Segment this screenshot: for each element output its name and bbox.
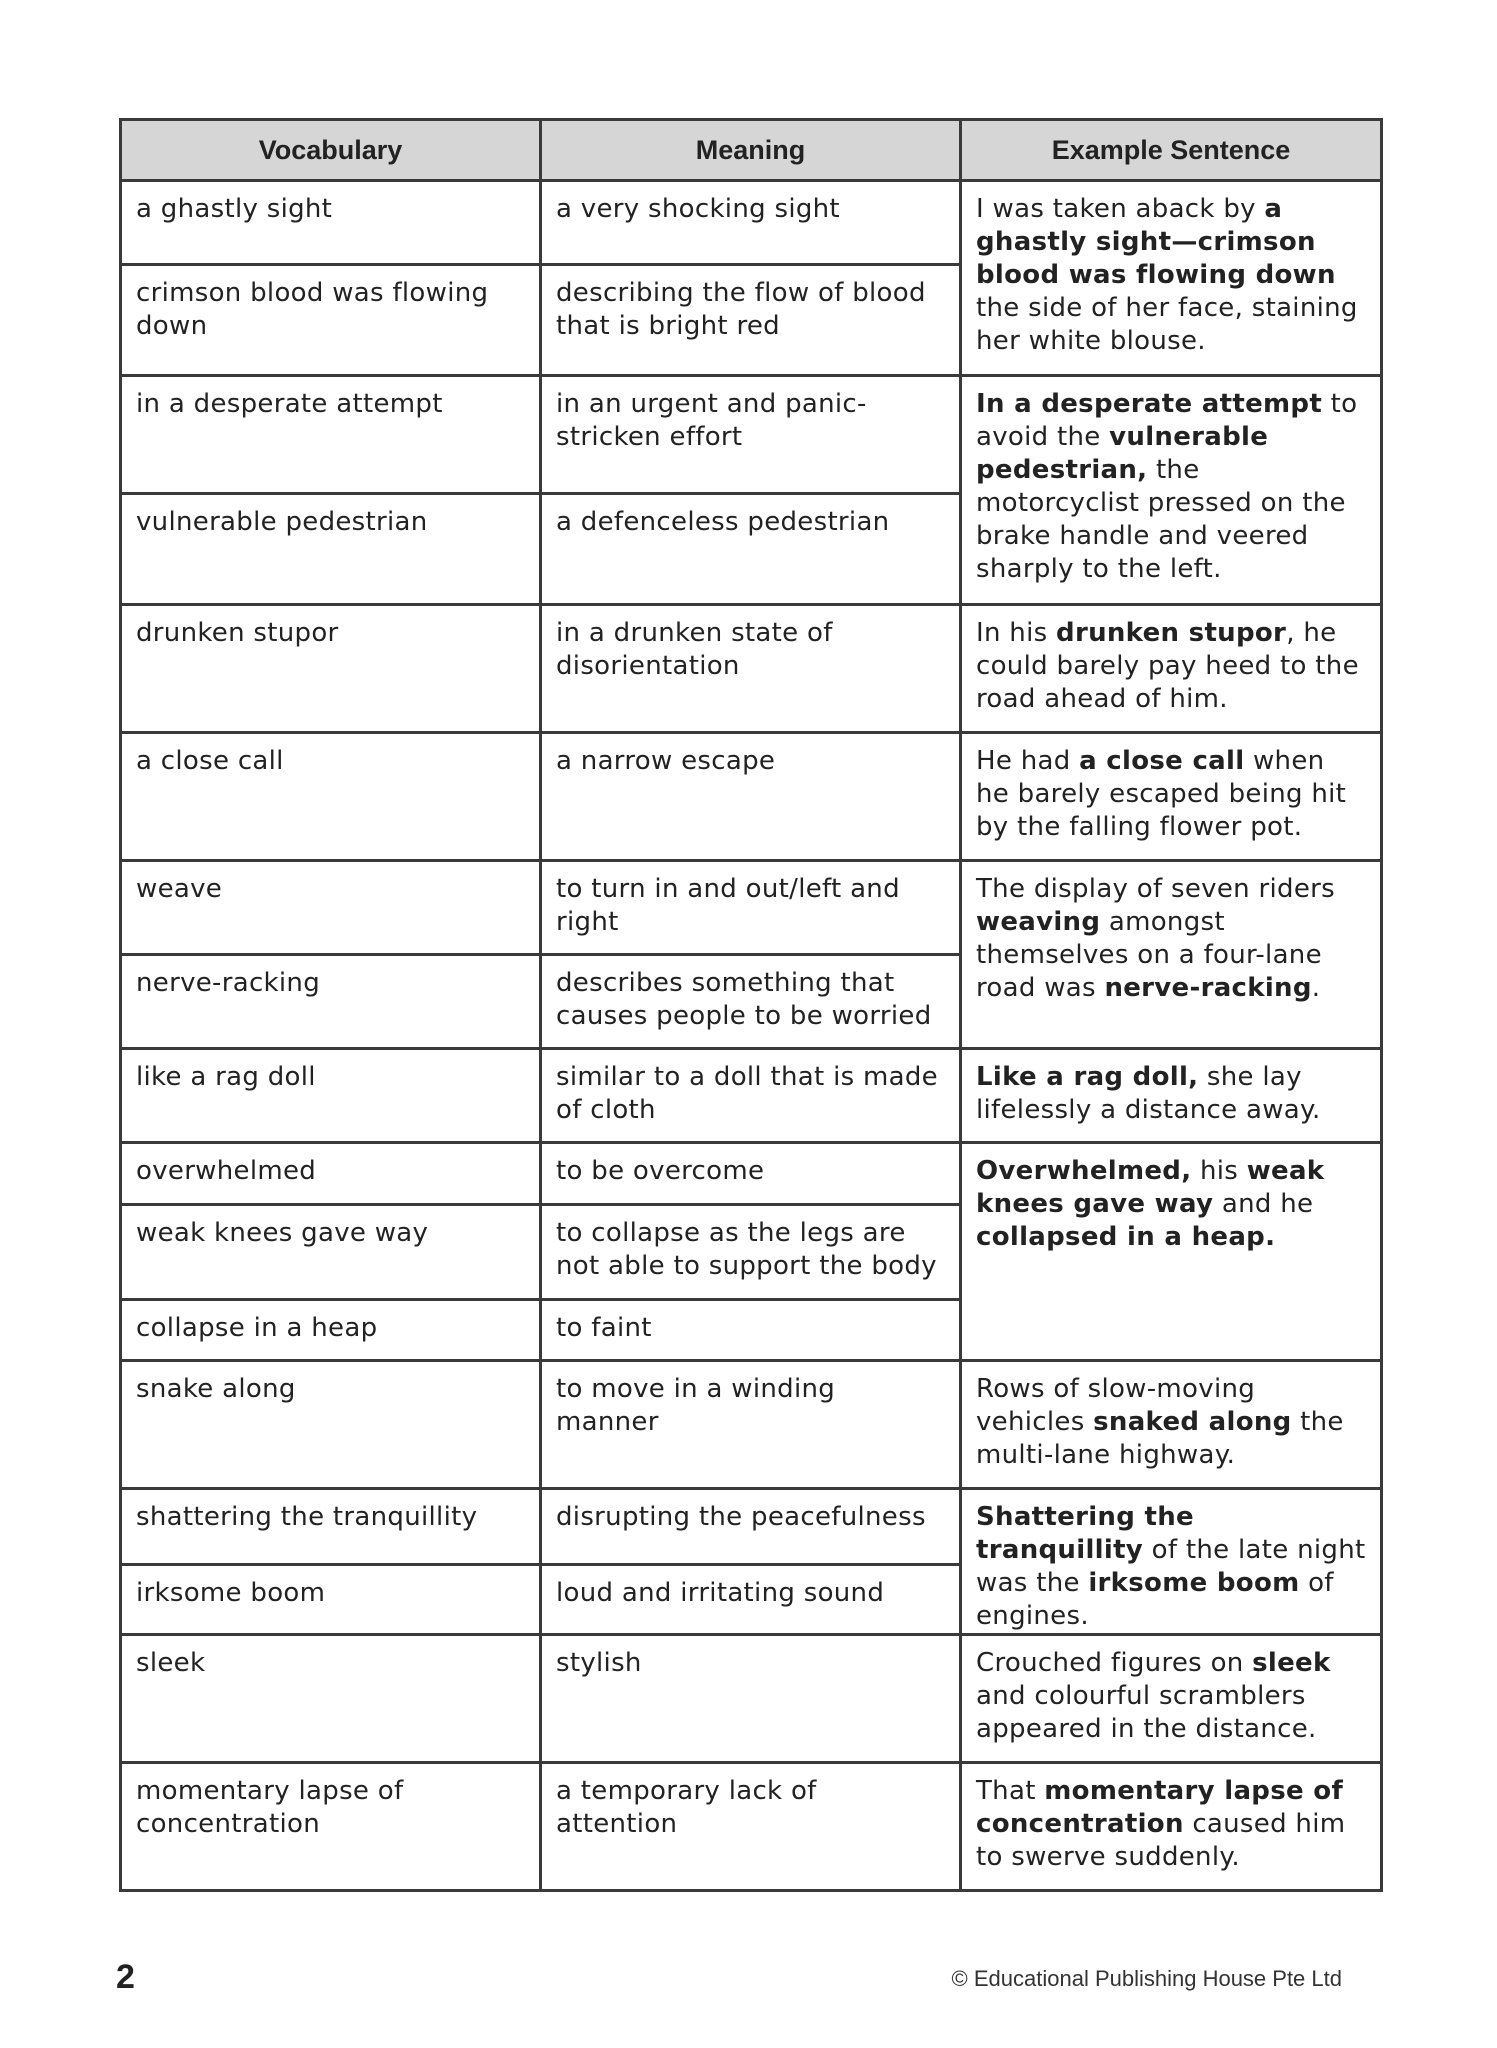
example-cell [961,1143,1382,1361]
vocab-cell: overwhelmed [121,1143,541,1205]
sentence-text: He had [976,746,1080,776]
table-row [121,1763,1382,1891]
header-example-sentence: Example Sentence [961,120,1382,181]
sentence-text: the multi-lane highway. [976,1407,1344,1470]
meaning-cell: describing the flow of blood that is bright red [541,265,961,376]
meaning-cell: in a drunken state of disorientation [541,605,961,733]
table-row [121,605,1382,733]
vocab-cell: weave [121,861,541,955]
vocab-cell: sleek [121,1635,541,1763]
vocab-highlight: a close call [1079,746,1245,776]
vocab-cell: momentary lapse of concentration [121,1763,541,1891]
example-cell [961,376,1382,605]
vocab-cell: shattering the tranquillity [121,1489,541,1565]
vocab-highlight: a ghastly sight—crimson blood was flowing down [976,194,1336,290]
meaning-cell: to faint [541,1300,961,1361]
vocab-cell: like a rag doll [121,1049,541,1143]
vocab-highlight: momentary lapse of concentration [976,1776,1344,1839]
sentence-text: the motorcyclist pressed on the brake handle and veered sharply to the left. [976,455,1346,584]
table-row [121,376,1382,494]
meaning-cell: a narrow escape [541,733,961,861]
vocab-cell: snake along [121,1361,541,1489]
example-cell [961,1635,1382,1763]
vocab-cell: vulnerable pedestrian [121,494,541,605]
example-cell [961,181,1382,376]
vocab-highlight: Shattering the tranquillity [976,1502,1194,1565]
vocab-highlight: collapsed in a heap. [976,1222,1276,1252]
table-row [121,861,1382,955]
meaning-cell: disrupting the peacefulness [541,1489,961,1565]
meaning-cell: to turn in and out/left and right [541,861,961,955]
meaning-cell: a very shocking sight [541,181,961,265]
meaning-cell: a defenceless pedestrian [541,494,961,605]
vocab-cell: crimson blood was flowing down [121,265,541,376]
vocab-highlight: irksome boom [1088,1568,1300,1598]
sentence-text: . [1311,973,1321,1003]
meaning-cell: to move in a winding manner [541,1361,961,1489]
vocab-cell: in a desperate attempt [121,376,541,494]
table-row [121,1489,1382,1565]
sentence-text: and colourful scramblers appeared in the distance. [976,1681,1317,1744]
meaning-cell: a temporary lack of attention [541,1763,961,1891]
header-vocabulary: Vocabulary [121,120,541,181]
sentence-text: In his [976,618,1057,648]
table-row [121,1143,1382,1205]
table-row [121,733,1382,861]
table-row [121,1049,1382,1143]
vocab-cell: collapse in a heap [121,1300,541,1361]
sentence-text: The display of seven riders [976,874,1335,904]
vocab-highlight: Overwhelmed, [976,1156,1192,1186]
sentence-text: she lay lifelessly a distance away. [976,1062,1321,1125]
sentence-text: , he could barely pay heed to the road ahead of him. [976,618,1359,714]
vocab-highlight: In a desperate attempt [976,389,1323,419]
example-cell [961,1361,1382,1489]
example-cell [961,861,1382,1049]
vocab-highlight: drunken stupor [1056,618,1287,648]
example-cell [961,1489,1382,1635]
meaning-cell: similar to a doll that is made of cloth [541,1049,961,1143]
meaning-cell: in an urgent and panic-stricken effort [541,376,961,494]
header-row [121,120,1382,181]
sentence-text: of engines. [976,1568,1334,1631]
vocab-highlight: sleek [1252,1648,1331,1678]
sentence-text: Rows of slow-moving vehicles [976,1374,1256,1437]
meaning-cell: loud and irritating sound [541,1565,961,1635]
vocab-highlight: Like a rag doll, [976,1062,1199,1092]
copyright-notice: © Educational Publishing House Pte Ltd [951,1966,1342,1991]
table-row [121,1635,1382,1763]
example-cell [961,733,1382,861]
meaning-cell: describes something that causes people to be worried [541,955,961,1049]
page-number: 2 [116,1958,135,1996]
table-row [121,181,1382,265]
sentence-text: caused him to swerve suddenly. [976,1809,1346,1872]
meaning-cell: stylish [541,1635,961,1763]
vocab-highlight: nerve-racking [1104,973,1312,1003]
sentence-text: That [976,1776,1045,1806]
vocabulary-table [119,118,1383,1892]
example-cell [961,1763,1382,1891]
sentence-text: I was taken aback by [976,194,1265,224]
sentence-text: Crouched figures on [976,1648,1253,1678]
vocab-highlight: weaving [976,907,1101,937]
vocab-highlight: snaked along [1093,1407,1292,1437]
vocab-cell: a ghastly sight [121,181,541,265]
meaning-cell: to collapse as the legs are not able to support the body [541,1205,961,1300]
vocab-highlight: weak knees gave way [976,1156,1325,1219]
sentence-text: and he [1213,1189,1314,1219]
header-meaning: Meaning [541,120,961,181]
vocab-cell: a close call [121,733,541,861]
sentence-text: of the late night was the [976,1535,1366,1598]
table-row [121,1361,1382,1489]
sentence-text: when he barely escaped being hit by the falling flower pot. [976,746,1347,842]
vocab-cell: irksome boom [121,1565,541,1635]
sentence-text: to avoid the [976,389,1358,452]
sentence-text: the side of her face, staining her white blouse. [976,293,1358,356]
meaning-cell: to be overcome [541,1143,961,1205]
vocab-cell: nerve-racking [121,955,541,1049]
vocab-cell: drunken stupor [121,605,541,733]
example-cell [961,605,1382,733]
sentence-text: his [1191,1156,1247,1186]
vocab-cell: weak knees gave way [121,1205,541,1300]
sentence-text: amongst themselves on a four-lane road was [976,907,1322,1003]
vocab-highlight: vulnerable pedestrian, [976,422,1269,485]
example-cell [961,1049,1382,1143]
